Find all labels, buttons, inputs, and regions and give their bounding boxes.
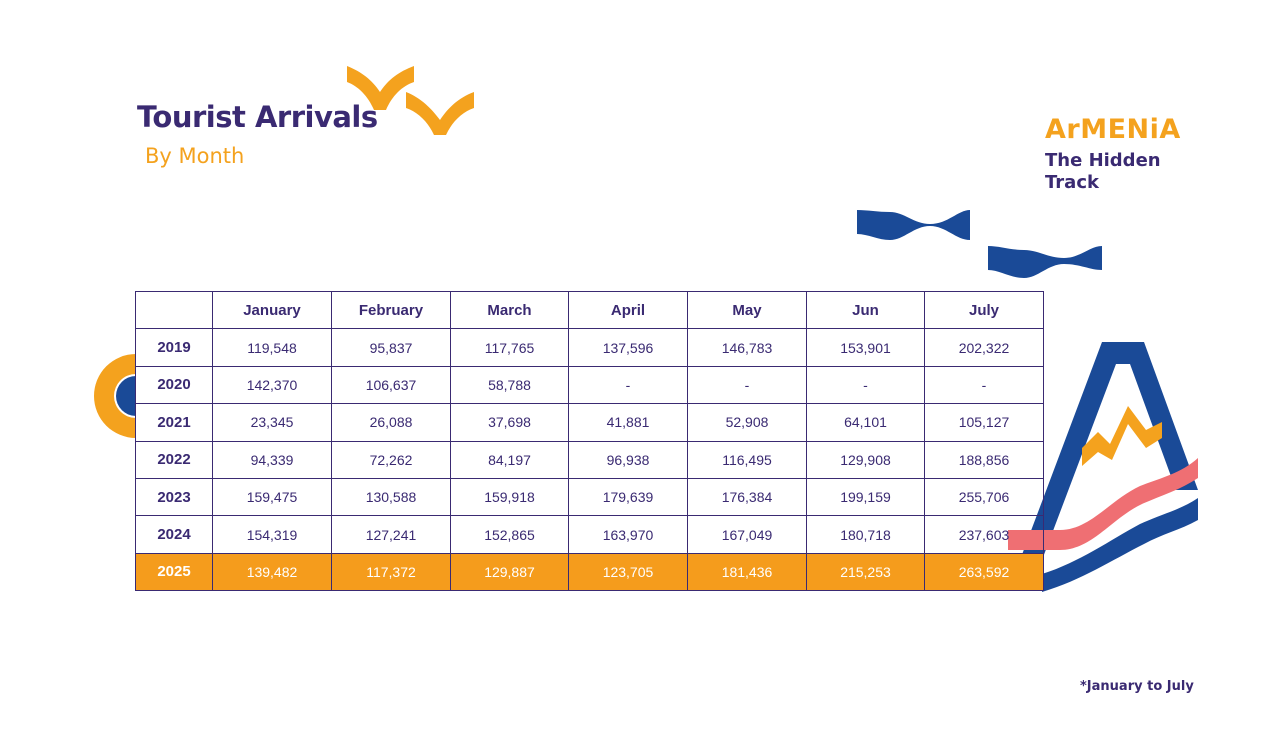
value-cell: 215,253	[807, 553, 925, 590]
value-cell: 119,548	[213, 329, 332, 366]
value-cell: 176,384	[688, 478, 807, 515]
value-cell: 255,706	[925, 478, 1044, 515]
value-cell: -	[807, 366, 925, 403]
table-row	[136, 441, 1044, 478]
year-cell: 2025	[136, 553, 213, 590]
logo-tagline-line1: The Hidden	[1045, 150, 1161, 171]
header-cell-january: January	[213, 292, 332, 329]
header-cell-corner	[136, 292, 213, 329]
header-cell-february: February	[332, 292, 451, 329]
table-row	[136, 553, 1044, 590]
year-cell: 2023	[136, 478, 213, 515]
year-cell: 2024	[136, 516, 213, 553]
value-cell: 159,475	[213, 478, 332, 515]
value-cell: 163,970	[569, 516, 688, 553]
value-cell: 123,705	[569, 553, 688, 590]
value-cell: 72,262	[332, 441, 451, 478]
value-cell: 23,345	[213, 404, 332, 441]
table-row	[136, 329, 1044, 366]
value-cell: 94,339	[213, 441, 332, 478]
value-cell: 58,788	[451, 366, 569, 403]
value-cell: 202,322	[925, 329, 1044, 366]
value-cell: 179,639	[569, 478, 688, 515]
value-cell: 146,783	[688, 329, 807, 366]
header-cell-march: March	[451, 292, 569, 329]
arrivals-table	[135, 291, 1044, 591]
armenia-logo: ArMENiA	[1045, 114, 1181, 145]
year-cell: 2021	[136, 404, 213, 441]
value-cell: 130,588	[332, 478, 451, 515]
value-cell: 263,592	[925, 553, 1044, 590]
header-cell-jun: Jun	[807, 292, 925, 329]
value-cell: 117,372	[332, 553, 451, 590]
value-cell: 180,718	[807, 516, 925, 553]
value-cell: 64,101	[807, 404, 925, 441]
value-cell: 117,765	[451, 329, 569, 366]
value-cell: -	[688, 366, 807, 403]
value-cell: 139,482	[213, 553, 332, 590]
page-title: Tourist Arrivals	[137, 100, 378, 134]
value-cell: 105,127	[925, 404, 1044, 441]
header-cell-may: May	[688, 292, 807, 329]
value-cell: 154,319	[213, 516, 332, 553]
table-header-row	[136, 292, 1044, 329]
value-cell: 52,908	[688, 404, 807, 441]
logo-tagline-line2: Track	[1045, 172, 1099, 193]
value-cell: 199,159	[807, 478, 925, 515]
footnote: *January to July	[1080, 679, 1194, 694]
value-cell: 188,856	[925, 441, 1044, 478]
wave-shape-lower	[988, 246, 1102, 278]
table-row	[136, 478, 1044, 515]
year-cell: 2022	[136, 441, 213, 478]
header-cell-april: April	[569, 292, 688, 329]
value-cell: 129,887	[451, 553, 569, 590]
value-cell: 159,918	[451, 478, 569, 515]
header-cell-july: July	[925, 292, 1044, 329]
table-row	[136, 366, 1044, 403]
table-row	[136, 404, 1044, 441]
value-cell: 37,698	[451, 404, 569, 441]
value-cell: 116,495	[688, 441, 807, 478]
value-cell: 26,088	[332, 404, 451, 441]
year-cell: 2020	[136, 366, 213, 403]
value-cell: 137,596	[569, 329, 688, 366]
value-cell: 237,603	[925, 516, 1044, 553]
value-cell: 167,049	[688, 516, 807, 553]
value-cell: 95,837	[332, 329, 451, 366]
table-row	[136, 516, 1044, 553]
year-cell: 2019	[136, 329, 213, 366]
bird-shape-right	[406, 92, 474, 135]
value-cell: -	[925, 366, 1044, 403]
value-cell: 41,881	[569, 404, 688, 441]
value-cell: 96,938	[569, 441, 688, 478]
page-subtitle: By Month	[145, 144, 245, 168]
value-cell: -	[569, 366, 688, 403]
wave-shape-upper	[857, 210, 970, 240]
value-cell: 84,197	[451, 441, 569, 478]
logo-tagline	[1045, 150, 1215, 194]
value-cell: 153,901	[807, 329, 925, 366]
value-cell: 127,241	[332, 516, 451, 553]
value-cell: 152,865	[451, 516, 569, 553]
value-cell: 142,370	[213, 366, 332, 403]
value-cell: 129,908	[807, 441, 925, 478]
value-cell: 181,436	[688, 553, 807, 590]
value-cell: 106,637	[332, 366, 451, 403]
